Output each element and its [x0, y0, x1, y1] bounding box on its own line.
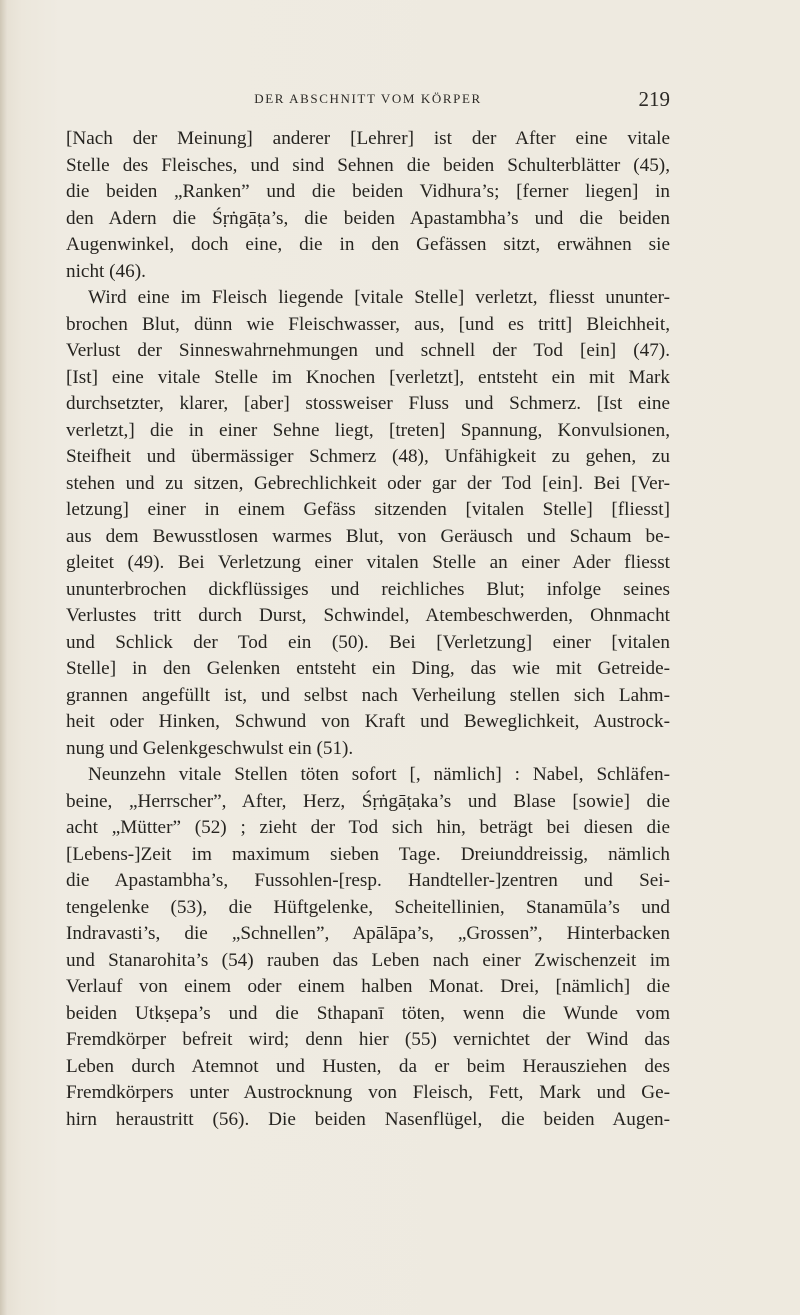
text-line: Verlust der Sinneswahrnehmungen und schnell der Tod [ein] (47).	[66, 340, 670, 361]
page-header	[66, 87, 670, 111]
text-line: [Lebens-]Zeit im maximum sieben Tage. Dreiunddreissig, nämlich	[66, 843, 670, 865]
text-line: stehen und zu sitzen, Gebrechlichkeit oder gar der Tod [ein]. Bei [Ver-	[66, 472, 670, 494]
text-line: ununterbrochen dickflüssiges und reichliches Blut; infolge seines	[66, 578, 670, 600]
text-line: den Adern die Śṛṅgāṭa’s, die beiden Apastambha’s und die beiden	[66, 207, 670, 229]
text-line: Augenwinkel, doch eine, die in den Gefässen sitzt, erwähnen sie	[66, 234, 670, 255]
text-line: Indravasti’s, die „Schnellen”, Apālāpa’s, „Grossen”, Hinterbacken	[66, 923, 670, 944]
running-head: DER ABSCHNITT VOM KÖRPER	[254, 91, 482, 106]
text-line: nung und Gelenkgeschwulst ein (51).	[66, 737, 354, 759]
text-line: Wird eine im Fleisch liegende [vitale Stelle] verletzt, fliesst ununter-	[88, 287, 670, 308]
text-line: heit oder Hinken, Schwund von Kraft und Beweglichkeit, Austrock-	[66, 711, 670, 732]
text-line: Verlustes tritt durch Durst, Schwindel, Atembeschwerden, Ohnmacht	[66, 605, 670, 626]
text-line: beiden Utkṣepa’s und die Sthapanī töten, wenn die Wunde vom	[66, 1002, 670, 1024]
text-line: acht „Mütter” (52) ; zieht der Tod sich hin, beträgt bei diesen die	[66, 817, 670, 838]
text-line: [Ist] eine vitale Stelle im Knochen [verletzt], entsteht ein mit Mark	[66, 366, 670, 388]
text-line: Leben durch Atemnot und Husten, da er beim Herausziehen des	[66, 1055, 670, 1077]
text-line: letzung] einer in einem Gefäss sitzenden [vitalen Stelle] [fliesst]	[66, 499, 670, 520]
text-line: Fremdkörper befreit wird; denn hier (55) vernichtet der Wind das	[66, 1029, 670, 1050]
page-number: 219	[638, 87, 670, 111]
text-line: und Stanarohita’s (54) rauben das Leben nach einer Zwischenzeit im	[66, 949, 670, 971]
text-line: nicht (46).	[66, 260, 146, 282]
text-line: tengelenke (53), die Hüftgelenke, Scheitellinien, Stanamūla’s und	[66, 896, 670, 918]
text-line: brochen Blut, dünn wie Fleischwasser, aus, [und es tritt] Bleichheit,	[66, 313, 670, 335]
text-line: grannen angefüllt ist, und selbst nach Verheilung stellen sich Lahm-	[66, 684, 670, 706]
text-line: die beiden „Ranken” und die beiden Vidhura’s; [ferner liegen] in	[66, 181, 670, 202]
text-line: Steifheit und übermässiger Schmerz (48), Unfähigkeit zu gehen, zu	[66, 446, 670, 467]
text-line: beine, „Herrscher”, After, Herz, Śṛṅgāṭaka’s und Blase [sowie] die	[66, 790, 670, 812]
text-line: durchsetzter, klarer, [aber] stossweiser Fluss und Schmerz. [Ist eine	[66, 393, 670, 414]
text-line: und Schlick der Tod ein (50). Bei [Verletzung] einer [vitalen	[66, 631, 670, 653]
text-line: hirn heraustritt (56). Die beiden Nasenflügel, die beiden Augen-	[66, 1108, 670, 1130]
text-line: Fremdkörpers unter Austrocknung von Fleisch, Fett, Mark und Ge-	[66, 1082, 670, 1103]
text-line: verletzt,] die in einer Sehne liegt, [treten] Spannung, Konvulsionen,	[66, 419, 670, 441]
text-line: Stelle des Fleisches, und sind Sehnen die beiden Schulterblätter (45),	[66, 154, 670, 176]
text-line: Neunzehn vitale Stellen töten sofort [, nämlich] : Nabel, Schläfen-	[88, 764, 670, 785]
text-line: Verlauf von einem oder einem halben Monat. Drei, [nämlich] die	[66, 976, 670, 997]
text-line: Stelle] in den Gelenken entsteht ein Ding, das wie mit Getreide-	[66, 658, 670, 679]
text-line: aus dem Bewusstlosen warmes Blut, von Geräusch und Schaum be-	[66, 525, 670, 547]
text-line: gleitet (49). Bei Verletzung einer vitalen Stelle an einer Ader fliesst	[66, 552, 670, 573]
text-line: [Nach der Meinung] anderer [Lehrer] ist der After eine vitale	[66, 128, 670, 149]
body-text	[66, 126, 670, 1133]
page-binding-edge	[0, 0, 7, 1315]
text-line: die Apastambha’s, Fussohlen-[resp. Handteller-]zentren und Sei-	[66, 870, 670, 891]
